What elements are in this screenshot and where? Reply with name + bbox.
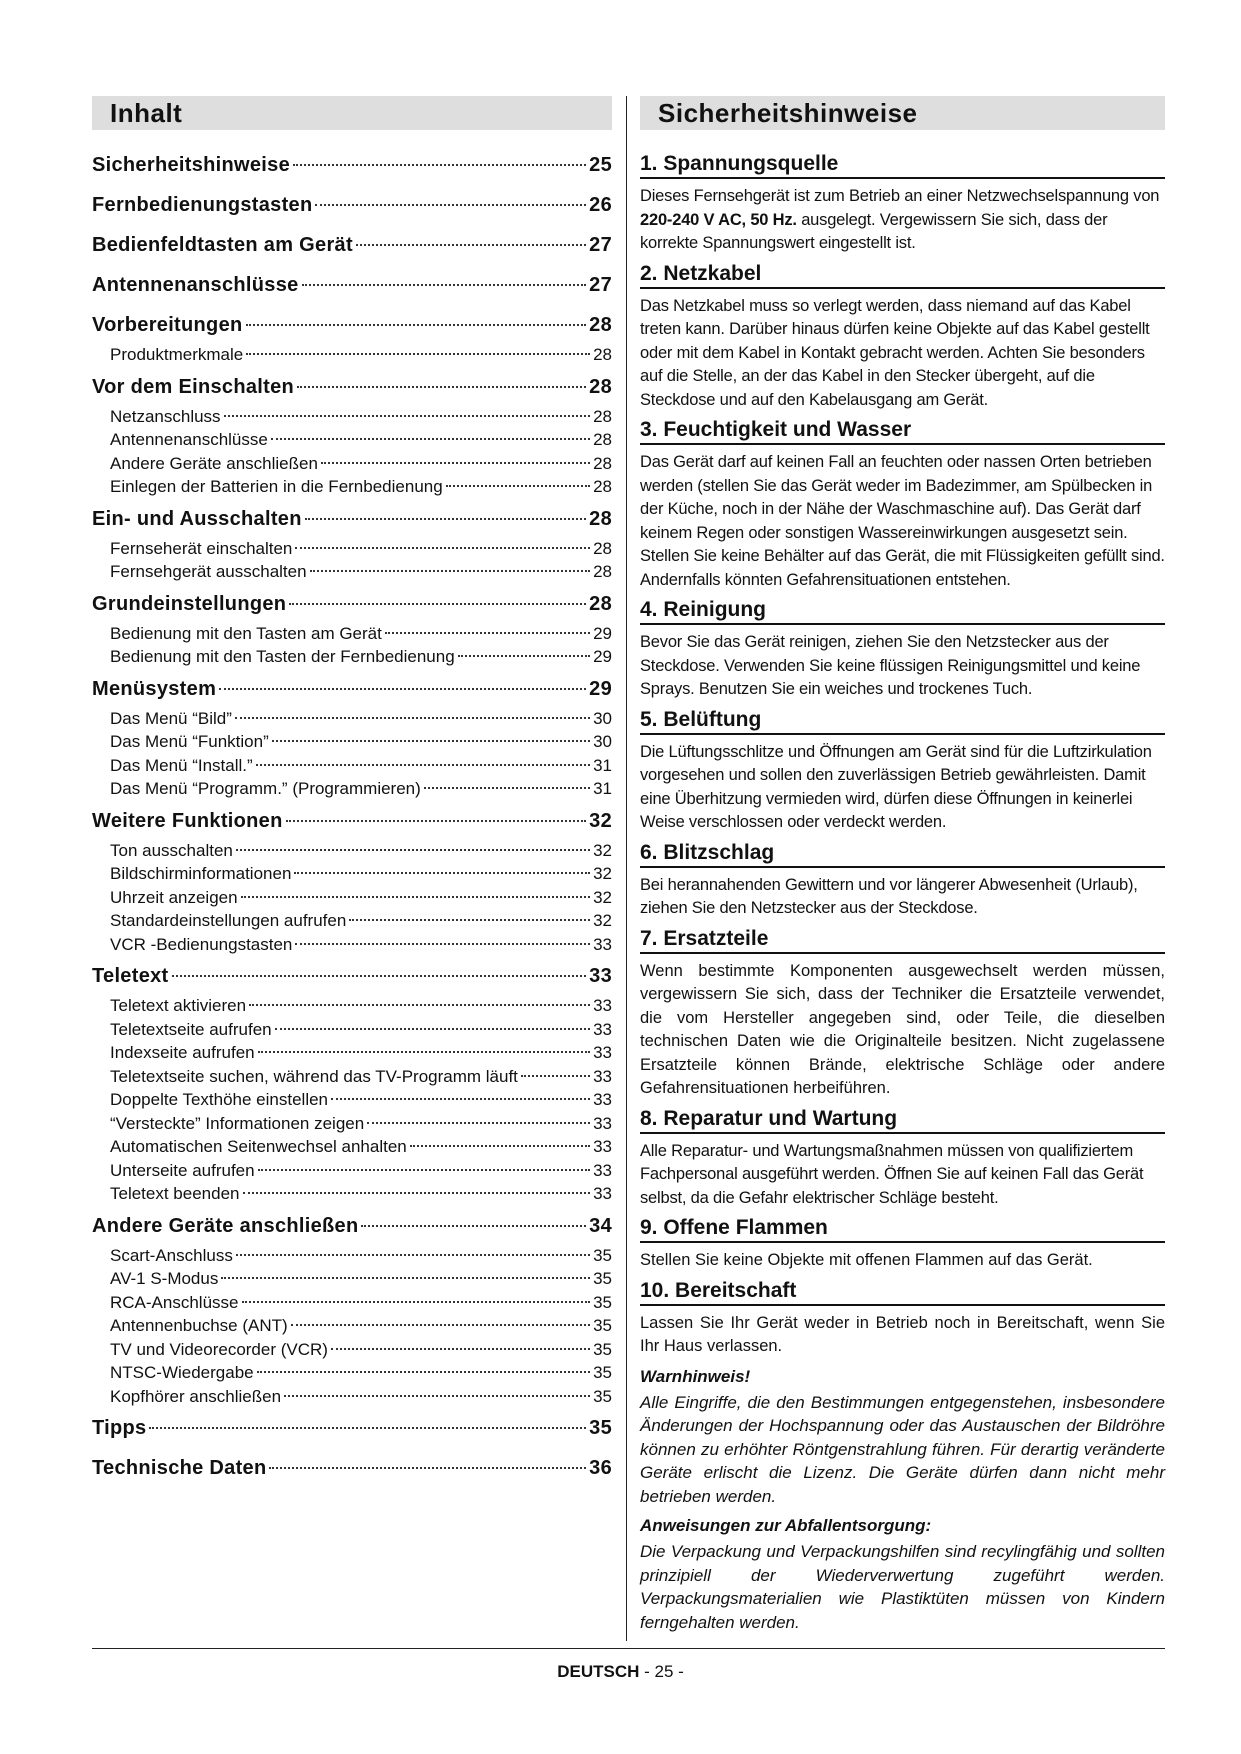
toc-subentry (92, 909, 612, 933)
toc-subentry (92, 1088, 612, 1112)
toc-leader-dots (243, 1192, 591, 1194)
voltage-spec: 220-240 V AC, 50 Hz. (640, 210, 797, 229)
toc-entry-page: 28 (589, 592, 612, 615)
toc-entry-title: Fernbedienungstasten (92, 194, 313, 216)
toc-subentry-title: Bildschirminformationen (110, 864, 292, 883)
toc-subentry (92, 862, 612, 886)
toc-entry-page: 34 (589, 1214, 612, 1237)
toc-subentry (92, 343, 612, 367)
toc-subentry-title: Netzanschluss (110, 406, 221, 426)
toc-subentry-page: 35 (593, 1292, 612, 1312)
toc-subentry-title: Fernsehgerät ausschalten (110, 562, 307, 581)
toc-subentry (92, 839, 612, 863)
toc-leader-dots (356, 244, 586, 246)
toc-entry-title: Grundeinstellungen (92, 592, 287, 615)
toc-subentry (92, 560, 612, 584)
toc-subentry-title: Standardeinstellungen aufrufen (110, 911, 347, 930)
toc-subentry (92, 1018, 612, 1042)
toc-subentry-title: Ton ausschalten (110, 840, 233, 860)
toc-subentry-title: Indexseite aufrufen (110, 1043, 255, 1062)
toc-leader-dots (258, 1051, 590, 1053)
toc-subentry (92, 707, 612, 731)
toc-leader-dots (289, 603, 586, 605)
footer-rule (92, 1648, 1165, 1649)
toc-entry-page: 35 (589, 1417, 612, 1439)
toc-entry-page: 27 (589, 234, 612, 256)
toc-subentry-title: Scart-Anschluss (110, 1245, 233, 1265)
toc-leader-dots (172, 975, 587, 977)
section-text-blitzschlag: Bei herannahenden Gewittern und vor längerer Abwesenheit (Urlaub), ziehen Sie den Netzstecker aus der Steckdose. (640, 875, 1138, 917)
toc-leader-dots (367, 1122, 590, 1124)
toc-list (92, 152, 612, 1481)
toc-entry-title: Technische Daten (92, 1457, 267, 1479)
toc-subentry (92, 886, 612, 910)
toc-subentry-title: Antennenanschlüsse (110, 430, 268, 449)
toc-subentry (92, 933, 612, 957)
toc-leader-dots (149, 1427, 586, 1429)
toc-leader-dots (256, 764, 590, 766)
disposal-title: Anweisungen zur Abfallentsorgung: (640, 1516, 932, 1535)
toc-subentry-title: Teletext aktivieren (110, 996, 247, 1015)
disposal-text: Die Verpackung und Verpackungshilfen sind recylingfähig und sollten prinzipiell der Wiederverwertung zugeführt werden. Verpackungsmaterialien wie Plastiktüten müssen von Kindern ferngehalten werden. (640, 1542, 1165, 1632)
toc-subentry-page: 31 (593, 755, 612, 775)
toc-subentry (92, 622, 612, 646)
toc-subentry (92, 537, 612, 561)
toc-subentry-title: Einlegen der Batterien in die Fernbedienung (110, 477, 443, 496)
toc-subentry (92, 1182, 612, 1206)
toc-entry-page: 28 (589, 314, 612, 336)
toc-subentry-page: 33 (593, 1090, 612, 1109)
toc-subentry-title: Andere Geräte anschließen (110, 453, 318, 473)
toc-column (92, 96, 612, 1481)
toc-subentry-title: Bedienung mit den Tasten der Fernbedienung (110, 647, 455, 666)
section-title-feuchtigkeit: 3. Feuchtigkeit und Wasser (640, 418, 1165, 445)
toc-subentry-title: Doppelte Texthöhe einstellen (110, 1090, 329, 1109)
toc-subentry-title: Produktmerkmale (110, 345, 244, 364)
toc-subentry-page: 33 (593, 1137, 612, 1156)
toc-subentry-title: RCA-Anschlüsse (110, 1292, 239, 1312)
toc-entry (92, 232, 612, 258)
section-title-reparatur: 8. Reparatur und Wartung (640, 1107, 1165, 1134)
toc-subentry (92, 475, 612, 499)
toc-subentry-title: Teletext beenden (110, 1184, 240, 1203)
toc-subentry-title: Uhrzeit anzeigen (110, 887, 238, 907)
toc-leader-dots (284, 1395, 590, 1397)
toc-subentry-page: 30 (593, 708, 612, 728)
toc-leader-dots (446, 485, 590, 487)
toc-entry-page: 33 (589, 965, 612, 987)
toc-leader-dots (224, 415, 591, 417)
section-text-reinigung: Bevor Sie das Gerät reinigen, ziehen Sie den Netzstecker aus der Steckdose. Verwenden Sie keine flüssigen Reinigungsmittel und keine Sprays. Benutzen Sie ein weiches und trockenes Tuch. (640, 633, 1141, 698)
toc-subentry-page: 33 (593, 996, 612, 1015)
toc-subentry (92, 452, 612, 476)
toc-entry-title: Antennenanschlüsse (92, 274, 299, 296)
toc-leader-dots (236, 1254, 590, 1256)
toc-subentry-page: 33 (593, 1184, 612, 1203)
toc-entry-page: 36 (589, 1457, 612, 1479)
toc-leader-dots (294, 872, 590, 874)
toc-subentry (92, 754, 612, 778)
toc-subentry-page: 33 (593, 934, 612, 954)
toc-entry (92, 374, 612, 400)
toc-entry (92, 1213, 612, 1239)
toc-leader-dots (291, 1324, 590, 1326)
toc-leader-dots (269, 1467, 586, 1469)
toc-subentry-page: 29 (593, 647, 612, 666)
toc-subentry-page: 28 (593, 345, 612, 364)
toc-entry-title: Sicherheitshinweise (92, 154, 290, 176)
toc-entry-page: 26 (589, 194, 612, 216)
toc-entry (92, 272, 612, 298)
toc-subentry-page: 29 (593, 623, 612, 643)
section-title-bereitschaft: 10. Bereitschaft (640, 1279, 1165, 1306)
toc-leader-dots (246, 324, 587, 326)
toc-entry (92, 506, 612, 532)
toc-entry (92, 152, 612, 178)
toc-leader-dots (349, 919, 590, 921)
toc-subentry-title: Das Menü “Bild” (110, 708, 232, 728)
section-title-blitzschlag: 6. Blitzschlag (640, 841, 1165, 868)
toc-leader-dots (521, 1075, 590, 1077)
toc-entry-page: 25 (589, 154, 612, 176)
toc-subentry-title: “Versteckte” Informationen zeigen (110, 1113, 365, 1133)
toc-leader-dots (219, 688, 586, 690)
page-footer (0, 1662, 1241, 1682)
toc-subentry-page: 35 (593, 1245, 612, 1265)
toc-subentry (92, 1385, 612, 1409)
toc-subentry-page: 28 (593, 562, 612, 581)
toc-subentry (92, 428, 612, 452)
toc-leader-dots (242, 1301, 591, 1303)
toc-subentry (92, 777, 612, 801)
toc-subentry-page: 35 (593, 1363, 612, 1382)
toc-subentry-title: Das Menü “Install.” (110, 755, 253, 775)
toc-leader-dots (258, 1169, 590, 1171)
toc-subentry-title: AV-1 S-Modus (110, 1269, 219, 1288)
section-text-flammen: Stellen Sie keine Objekte mit offenen Flammen auf das Gerät. (640, 1251, 1093, 1269)
toc-subentry-page: 33 (593, 1160, 612, 1180)
toc-leader-dots (385, 632, 590, 634)
section-text-ersatzteile: Wenn bestimmte Komponenten ausgewechselt werden müssen, vergewissern Sie sich, dass der Techniker die Ersatzteile verwendet, die vom Hersteller angegeben sind, oder Teile, die dieselben technischen Daten wie die Originalteile besitzen. Nicht zugelassene Ersatzteile können Brände, elektrische Schläge oder andere Gefahrensituationen herbeiführen. (640, 961, 1165, 1097)
toc-leader-dots (272, 740, 590, 742)
toc-subentry-title: Bedienung mit den Tasten am Gerät (110, 623, 382, 643)
toc-subentry (92, 405, 612, 429)
toc-subentry-title: Unterseite aufrufen (110, 1160, 255, 1180)
toc-subentry (92, 994, 612, 1018)
toc-subentry (92, 730, 612, 754)
toc-subentry-title: Teletextseite suchen, während das TV-Programm läuft (110, 1066, 518, 1086)
toc-entry-title: Menüsystem (92, 677, 217, 700)
toc-entry-page: 32 (589, 809, 612, 832)
toc-subentry (92, 1159, 612, 1183)
toc-entry-title: Weitere Funktionen (92, 809, 283, 832)
toc-subentry-page: 35 (593, 1386, 612, 1406)
toc-leader-dots (295, 943, 590, 945)
safety-header: Sicherheitshinweise (640, 96, 1165, 130)
toc-subentry-page: 35 (593, 1339, 612, 1359)
toc-subentry-page: 35 (593, 1316, 612, 1335)
warning-title: Warnhinweis! (640, 1366, 751, 1386)
toc-subentry-title: Fernseherät einschalten (110, 538, 293, 558)
toc-entry-title: Bedienfeldtasten am Gerät (92, 234, 353, 256)
toc-subentry (92, 1244, 612, 1268)
section-text-spannungsquelle: Dieses Fernsehgerät ist zum Betrieb an einer Netzwechselspannung von 220-240 V AC, 50 Hz. ausgelegt. Vergewissern Sie sich, dass der korrekte Spannungswert eingestellt ist. (640, 187, 1160, 252)
toc-entry-title: Andere Geräte anschließen (92, 1214, 359, 1237)
warning-text: Alle Eingriffe, die den Bestimmungen entgegenstehen, insbesondere Änderungen der Hochspannung oder das Austauschen der Bildröhre können zu erhöhter Röntgenstrahlung führen. Für derartig veränderte Geräte erlischt die Lizenz. Die Geräte dürfen dann nicht mehr betrieben werden. (640, 1392, 1165, 1506)
toc-entry-page: 28 (589, 375, 612, 398)
toc-entry-title: Vor dem Einschalten (92, 375, 295, 398)
toc-header: Inhalt (92, 96, 612, 130)
section-title-netzkabel: 2. Netzkabel (640, 262, 1165, 289)
toc-leader-dots (331, 1348, 590, 1350)
toc-leader-dots (275, 1028, 590, 1030)
toc-leader-dots (241, 896, 591, 898)
toc-leader-dots (271, 438, 590, 440)
section-text-reparatur: Alle Reparatur- und Wartungsmaßnahmen müssen von qualifiziertem Fachpersonal ausgeführt werden. Öffnen Sie auf keinen Fall das Gerät selbst, da die Gefahr elektrischer Schläge besteht. (640, 1141, 1144, 1207)
toc-subentry-title: Antennenbuchse (ANT) (110, 1316, 288, 1335)
toc-leader-dots (305, 518, 586, 520)
section-title-flammen: 9. Offene Flammen (640, 1216, 1165, 1243)
toc-subentry (92, 1314, 612, 1338)
toc-subentry (92, 1338, 612, 1362)
toc-subentry-page: 33 (593, 1043, 612, 1062)
toc-subentry (92, 1065, 612, 1089)
toc-subentry-page: 32 (593, 887, 612, 907)
toc-subentry-title: Das Menü “Funktion” (110, 732, 269, 751)
toc-leader-dots (236, 849, 590, 851)
toc-leader-dots (293, 164, 586, 166)
toc-entry-title: Ein- und Ausschalten (92, 507, 302, 530)
toc-leader-dots (286, 820, 587, 822)
toc-subentry-title: Kopfhörer anschließen (110, 1386, 282, 1406)
toc-subentry (92, 645, 612, 669)
toc-subentry-page: 30 (593, 732, 612, 751)
toc-leader-dots (257, 1371, 590, 1373)
toc-entry (92, 312, 612, 338)
toc-subentry (92, 1135, 612, 1159)
section-title-belueftung: 5. Belüftung (640, 708, 1165, 735)
toc-leader-dots (321, 462, 590, 464)
toc-leader-dots (295, 547, 590, 549)
toc-entry-page: 27 (589, 274, 612, 296)
toc-subentry-page: 32 (593, 911, 612, 930)
toc-subentry-title: TV und Videorecorder (VCR) (110, 1339, 328, 1359)
footer-page-number: - 25 - (644, 1662, 684, 1681)
toc-leader-dots (458, 655, 590, 657)
toc-subentry-page: 32 (593, 864, 612, 883)
toc-subentry-page: 28 (593, 453, 612, 473)
toc-entry (92, 676, 612, 702)
toc-subentry-title: Teletextseite aufrufen (110, 1019, 272, 1039)
toc-entry (92, 591, 612, 617)
toc-subentry-title: VCR -Bedienungstasten (110, 934, 293, 954)
section-text-netzkabel: Das Netzkabel muss so verlegt werden, dass niemand auf das Kabel treten kann. Darüber hinaus dürfen keine Objekte auf das Kabel gestellt oder mit dem Kabel in Kontakt gebracht werden. Achten Sie besonders auf die Stelle, an der das Kabel in den Stecker übergeht, auf die Steckdose und auf den Kabelausgang am Gerät. (640, 296, 1150, 409)
toc-leader-dots (297, 386, 586, 388)
toc-subentry-page: 28 (593, 538, 612, 558)
toc-entry-title: Tipps (92, 1417, 147, 1439)
toc-subentry (92, 1361, 612, 1385)
section-title-reinigung: 4. Reinigung (640, 598, 1165, 625)
section-text-feuchtigkeit: Das Gerät darf auf keinen Fall an feuchten oder nassen Orten betrieben werden (stellen Sie das Gerät weder im Badezimmer, am Spülbecken in der Küche, noch in der Nähe der Waschmaschine auf). Das Gerät darf keinem Regen oder sonstigen Wassereinwirkungen ausgesetzt sein. Stellen Sie keine Behälter auf das Gerät, die mit Flüssigkeiten gefüllt sind. Andernfalls könnten Gefahrensituationen entstehen. (640, 453, 1165, 589)
toc-leader-dots (221, 1277, 590, 1279)
toc-leader-dots (246, 353, 590, 355)
toc-leader-dots (410, 1145, 590, 1147)
section-title-spannungsquelle: 1. Spannungsquelle (640, 152, 1165, 179)
toc-subentry-page: 28 (593, 430, 612, 449)
column-divider (626, 96, 627, 1641)
toc-leader-dots (361, 1225, 586, 1227)
section-text-belueftung: Die Lüftungsschlitze und Öffnungen am Gerät sind für die Luftzirkulation vorgesehen und sollen den zuverlässigen Betrieb gewährleisten. Damit eine Überhitzung vermieden wird, dürfen diese Öffnungen in keinerlei Weise verschlossen oder verdeckt werden. (640, 742, 1152, 831)
toc-subentry-page: 28 (593, 406, 612, 426)
toc-leader-dots (310, 570, 591, 572)
toc-subentry-page: 35 (593, 1269, 612, 1288)
section-title-ersatzteile: 7. Ersatzteile (640, 927, 1165, 954)
toc-subentry (92, 1041, 612, 1065)
toc-subentry-page: 31 (593, 779, 612, 798)
toc-subentry-title: Das Menü “Programm.” (Programmieren) (110, 779, 421, 798)
safety-column (640, 96, 1165, 1634)
toc-entry (92, 1455, 612, 1481)
toc-entry (92, 1415, 612, 1441)
toc-subentry (92, 1291, 612, 1315)
toc-leader-dots (249, 1004, 590, 1006)
footer-language: DEUTSCH (557, 1662, 640, 1681)
toc-leader-dots (302, 284, 587, 286)
toc-leader-dots (235, 717, 590, 719)
toc-entry-title: Vorbereitungen (92, 314, 243, 336)
section-text-bereitschaft: Lassen Sie Ihr Gerät weder in Betrieb noch in Bereitschaft, wenn Sie Ihr Haus verlassen. (640, 1313, 1165, 1355)
toc-subentry-page: 28 (593, 477, 612, 496)
toc-subentry-page: 33 (593, 1019, 612, 1039)
toc-subentry (92, 1112, 612, 1136)
toc-leader-dots (331, 1098, 590, 1100)
toc-subentry (92, 1267, 612, 1291)
toc-entry (92, 808, 612, 834)
toc-entry-page: 29 (589, 677, 612, 700)
toc-subentry-title: NTSC-Wiedergabe (110, 1363, 254, 1382)
toc-entry-title: Teletext (92, 965, 169, 987)
toc-subentry-page: 33 (593, 1066, 612, 1086)
toc-leader-dots (424, 787, 590, 789)
toc-entry (92, 963, 612, 989)
toc-entry (92, 192, 612, 218)
toc-subentry-page: 32 (593, 840, 612, 860)
toc-subentry-page: 33 (593, 1113, 612, 1133)
toc-entry-page: 28 (589, 507, 612, 530)
toc-leader-dots (315, 204, 586, 206)
toc-subentry-title: Automatischen Seitenwechsel anhalten (110, 1137, 407, 1156)
